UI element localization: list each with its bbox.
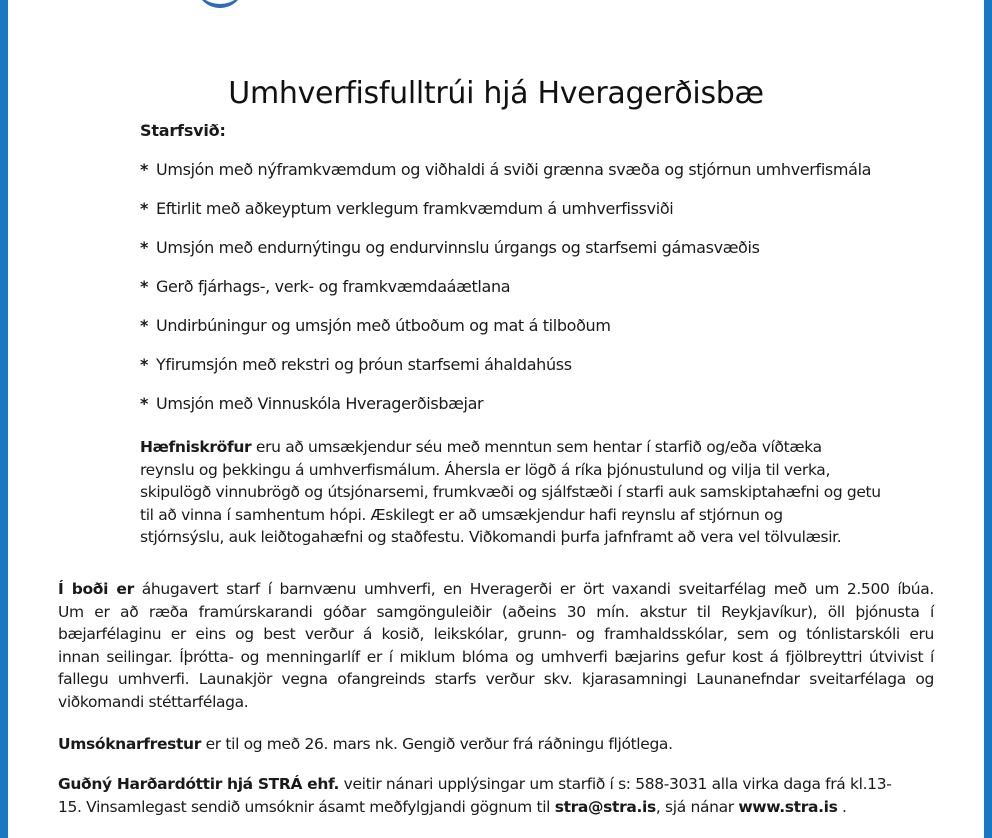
right-border xyxy=(984,0,992,838)
deadline-paragraph: Umsóknarfrestur er til og með 26. mars nk. Gengið verður frá ráðningu fljótlega. xyxy=(58,735,673,753)
left-border xyxy=(0,0,8,838)
bullet-icon: * xyxy=(140,316,149,335)
page-title: Umhverfisfulltrúi hjá Hveragerðisbæ xyxy=(228,76,764,112)
bullet-icon: * xyxy=(140,355,149,374)
qualifications-label: Hæfniskröfur xyxy=(140,438,252,456)
list-item: * Eftirlit með aðkeyptum verklegum framkvæmdum á umhverfissviði xyxy=(140,199,674,218)
list-item: * Umsjón með nýframkvæmdum og viðhaldi á sviði grænna svæða og stjórnun umhverfismála xyxy=(140,160,872,179)
qualifications-paragraph: Hæfniskröfur eru að umsækjendur séu með menntun sem hentar í starfið og/eða víðtæka reynslu og þekkingu á umhverfismálum. Áhersla er lögð á ríka þjónustulund og vilja til verka, skipulögð vinnubrögð og útsjónarsemi, frumkvæði og sjálfstæði í starfi auk samskiptahæfni og getu til að vinna í samhentum hópi. Æskilegt er að umsækjendur hafi reynslu af stjórnun og stjórnsýslu, auk leiðtogahæfni og staðfestu. Viðkomandi þurfa jafnframt að vera vel tölvulæsir. xyxy=(140,438,881,546)
duties-list xyxy=(140,160,871,433)
logo-icon xyxy=(196,0,244,8)
list-item: * Gerð fjárhags-, verk- og framkvæmdaáætlana xyxy=(140,277,511,296)
bullet-icon: * xyxy=(140,160,149,179)
bullet-icon: * xyxy=(140,199,149,218)
deadline-label: Umsóknarfrestur xyxy=(58,735,202,753)
list-item: * Umsjón með Vinnuskóla Hveragerðisbæjar xyxy=(140,394,484,413)
offer-label: Í boði er xyxy=(58,580,134,598)
duties-heading: Starfsvið: xyxy=(140,121,226,140)
contact-name: Guðný Harðardóttir hjá STRÁ ehf. xyxy=(58,775,340,793)
contact-paragraph: Guðný Harðardóttir hjá STRÁ ehf. veitir nánari upplýsingar um starfið í s: 588-3031 alla virka daga frá kl.13- 15. Vinsamlegast sendið umsóknir ásamt meðfylgjandi gögnum til stra@stra.is, sjá nánar www.stra.is . xyxy=(58,775,892,816)
list-item: * Undirbúningur og umsjón með útboðum og mat á tilboðum xyxy=(140,316,611,335)
list-item: * Yfirumsjón með rekstri og þróun starfsemi áhaldahúss xyxy=(140,355,572,374)
bullet-icon: * xyxy=(140,238,149,257)
list-item: * Umsjón með endurnýtingu og endurvinnslu úrgangs og starfsemi gámasvæðis xyxy=(140,238,760,257)
email-link[interactable]: stra@stra.is xyxy=(554,797,656,816)
bullet-icon: * xyxy=(140,394,149,413)
offer-paragraph: Í boði er áhugavert starf í barnvænu umhverfi, en Hveragerði er ört vaxandi sveitarfélag með um 2.500 íbúa. Um er að ræða framúrskarandi góðar samgönguleiðir (aðeins 30 mín. akstur til Reykjavíkur), öll þjónusta í bæjarfélaginu er eins og best verður á kosið, leikskólar, grunn- og framhaldsskólar, sem og tónlistarskóli eru innan seilingar. Íþrótta- og menningarlíf er í miklum blóma og umhverfi bæjarins gefur kost á fjölbreyttri útvivist í fallegu umhverfi. Launakjör vegna ofangreinds starfs verður skv. kjarasamningi Launanefndar sveitarfélaga og viðkomandi stéttarfélaga. xyxy=(58,580,934,711)
website-link[interactable]: www.stra.is xyxy=(738,797,838,816)
bullet-icon: * xyxy=(140,277,149,296)
